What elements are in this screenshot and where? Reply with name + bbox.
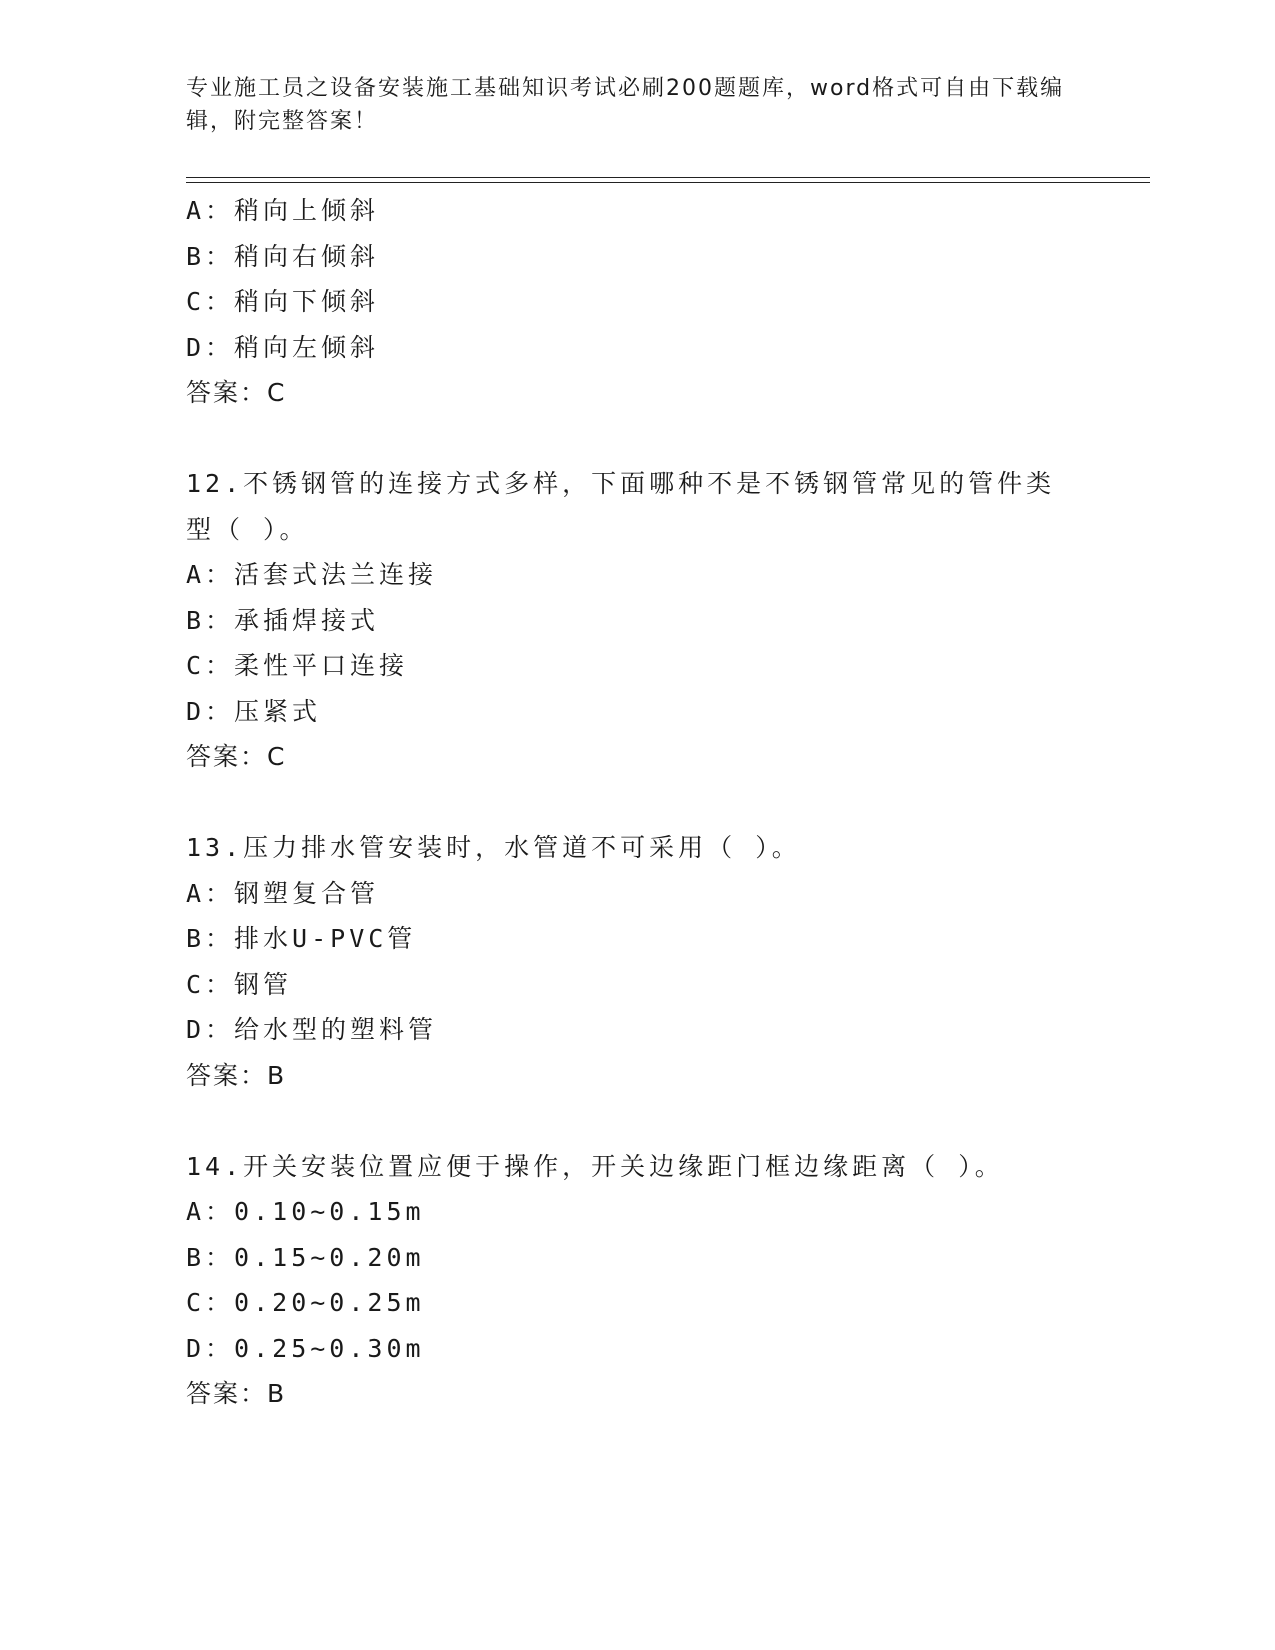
- question-stem: 13.压力排水管安装时，水管道不可采用（ ）。: [186, 833, 801, 862]
- answer: 答案：C: [186, 742, 287, 771]
- question-13: [186, 825, 1106, 1098]
- answer: 答案：B: [186, 1379, 287, 1408]
- option-c: C：0.20~0.25m: [186, 1288, 425, 1317]
- option-d: D：压紧式: [186, 696, 322, 726]
- header-divider-bottom: [186, 182, 1150, 183]
- question-11: [186, 188, 1106, 416]
- answer: 答案：C: [186, 378, 287, 407]
- answer: 答案：B: [186, 1060, 287, 1090]
- option-b: B：稍向右倾斜: [186, 241, 380, 271]
- option-a: A：活套式法兰连接: [186, 560, 438, 589]
- option-a: A：0.10~0.15m: [186, 1197, 425, 1226]
- header-divider-top: [186, 177, 1150, 178]
- option-a: A：钢塑复合管: [186, 878, 380, 908]
- option-b: B：0.15~0.20m: [186, 1242, 425, 1272]
- question-stem: 12.不锈钢管的连接方式多样，下面哪种不是不锈钢管常见的管件类型（ ）。: [186, 469, 1056, 544]
- question-14: [186, 1144, 1106, 1417]
- document-title: 专业施工员之设备安装施工基础知识考试必刷200题题库，word格式可自由下载编辑，附完整答案！: [186, 76, 1065, 134]
- question-list: [186, 188, 1106, 1417]
- question-stem: 14.开关安装位置应便于操作，开关边缘距门框边缘距离（ ）。: [186, 1151, 1004, 1181]
- question-12: [186, 461, 1106, 780]
- spacer: [186, 780, 1106, 826]
- option-d: D：稍向左倾斜: [186, 332, 380, 362]
- option-d: D：给水型的塑料管: [186, 1015, 438, 1044]
- option-b: B：承插焊接式: [186, 605, 380, 635]
- option-b: B：排水U-PVC管: [186, 924, 417, 953]
- spacer: [186, 416, 1106, 462]
- option-c: C：钢管: [186, 969, 293, 999]
- option-c: C：柔性平口连接: [186, 651, 409, 680]
- option-d: D：0.25~0.30m: [186, 1333, 425, 1363]
- spacer: [186, 1098, 1106, 1144]
- option-a: A：稍向上倾斜: [186, 196, 380, 225]
- option-c: C：稍向下倾斜: [186, 287, 380, 316]
